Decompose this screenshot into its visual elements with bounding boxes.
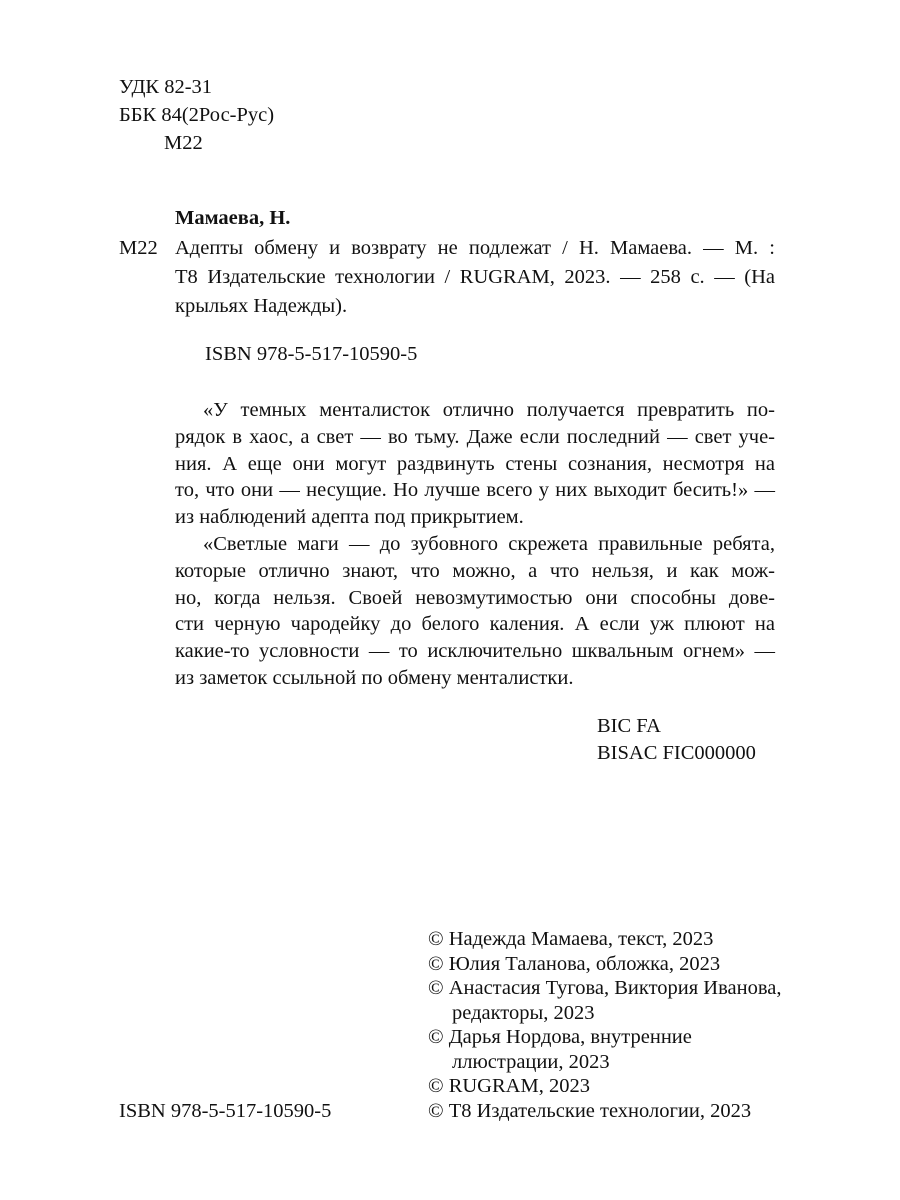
author-mark: М22 [164, 132, 203, 154]
copyright-line: © RUGRAM, 2023 [428, 1075, 590, 1097]
copyright-line: © Дарья Нордова, внутренние [428, 1026, 692, 1048]
bic-code: BIC FA [597, 715, 661, 737]
copyright-block [428, 927, 781, 1123]
annotation-paragraph-2 [175, 531, 775, 692]
copyright-line: © Надежда Мамаева, текст, 2023 [428, 928, 714, 950]
annotation-line: «У темных менталисток отлично получается превратить по- [203, 399, 775, 421]
annotation-line: «Светлые маги — до зубовного скрежета правильные ребята, [203, 533, 775, 555]
copyright-line: редакторы, 2023 [452, 1001, 595, 1024]
udk-code: УДК 82-31 [119, 76, 213, 98]
author-heading: Мамаева, Н. [175, 207, 291, 229]
copyright-line: ллюстрации, 2023 [452, 1050, 610, 1073]
copyright-line: © Анастасия Тугова, Виктория Иванова, [428, 977, 782, 999]
annotation-line: какие-то условности — то исключительно шквальным огнем» — [175, 640, 775, 663]
description-line: крыльях Надежды). [175, 295, 348, 317]
bibliographic-description [175, 234, 775, 321]
annotation-line: рядок в хаос, а свет — во тьму. Даже если последний — свет уче- [175, 425, 775, 448]
description-line: Т8 Издательские технологии / RUGRAM, 2023. — 258 с. — (На [175, 266, 775, 288]
description-line: Адепты обмену и возврату не подлежат / Н. Мамаева. — М. : [175, 237, 775, 259]
record-isbn: ISBN 978-5-517-10590-5 [205, 343, 418, 365]
annotation-line: то, что они — несущие. Но лучше всего у них выходит бесить!» — [175, 479, 775, 502]
bbk-code: ББК 84(2Рос-Рус) [119, 104, 275, 126]
annotation-line: но, когда нельзя. Своей невозмутимостью они способны дове- [175, 586, 775, 609]
annotation-line: ния. А еще они могут раздвинуть стены сознания, несмотря на [175, 452, 775, 475]
annotation-line: которые отлично знают, что можно, а что нельзя, и как мож- [175, 559, 775, 582]
record-mark: М22 [119, 237, 158, 259]
annotation-line: из заметок ссыльной по обмену менталистки. [175, 666, 574, 689]
annotation-paragraph-1 [175, 397, 775, 531]
bisac-code: BISAC FIC000000 [597, 742, 756, 764]
copyright-line: © Т8 Издательские технологии, 2023 [428, 1099, 752, 1122]
footer-isbn: ISBN 978-5-517-10590-5 [119, 1100, 332, 1122]
copyright-line: © Юлия Таланова, обложка, 2023 [428, 952, 721, 975]
annotation-line: из наблюдений адепта под прикрытием. [175, 506, 524, 529]
annotation-line: сти черную чародейку до белого каления. А если уж плюют на [175, 613, 775, 636]
